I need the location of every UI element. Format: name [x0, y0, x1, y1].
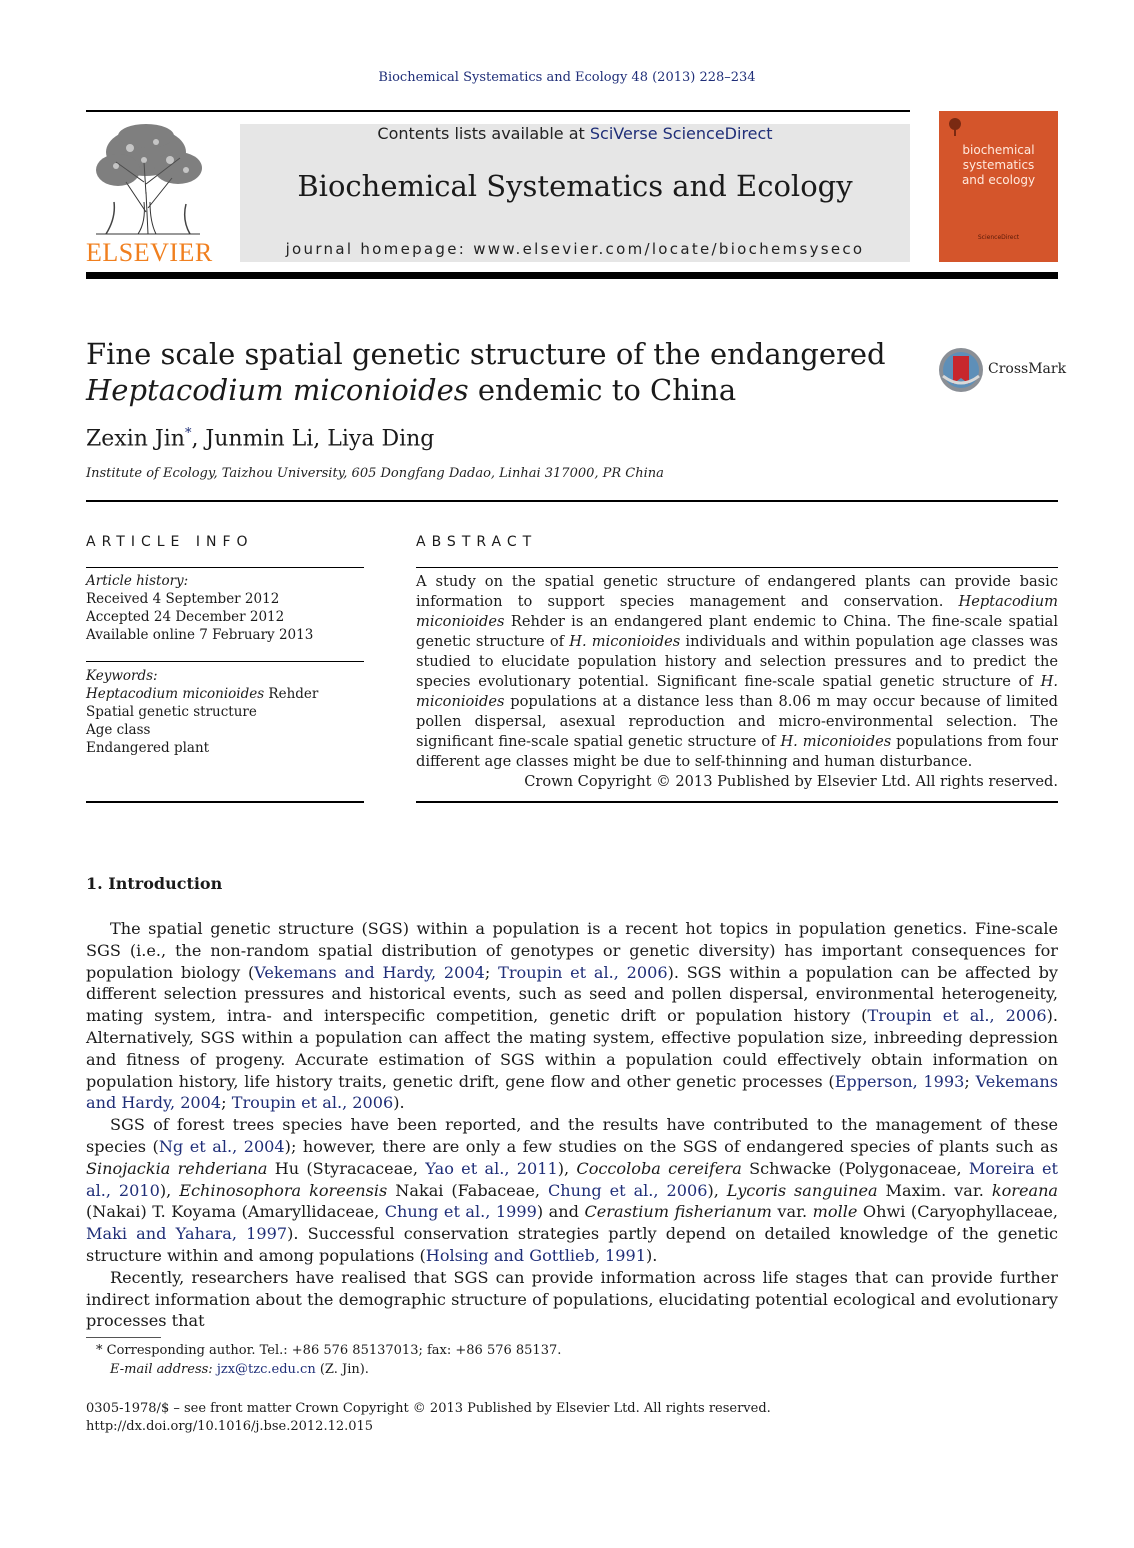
citation-link[interactable]: Ng et al., 2004 [158, 1136, 285, 1156]
text-run: Recently, researchers have realised that SGS can provide information across life stages that can provide further indirect information about the demographic structure of populations, elucidating potential ecological and evolutionary processes that [86, 1267, 1058, 1331]
introduction-body [86, 918, 1058, 1332]
email-label: E-mail address: [110, 1362, 213, 1377]
crossmark-icon[interactable] [936, 346, 986, 396]
journal-citation: Biochemical Systematics and Ecology 48 (2013) 228–234 [378, 70, 756, 85]
article-title [86, 336, 916, 408]
keyword-3: Age class [86, 722, 151, 738]
other-authors: , Junmin Li, Liya Ding [191, 426, 435, 452]
text-run: Maxim. var. [877, 1180, 992, 1200]
keyword-1-species: Heptacodium miconioides [86, 686, 265, 702]
keyword-1-rest: Rehder [264, 686, 319, 702]
text-run: (Nakai) T. Koyama (Amaryllidaceae, [86, 1202, 385, 1222]
keywords [86, 667, 364, 757]
article-info-bottom-rule [86, 801, 364, 803]
author-list [86, 426, 434, 451]
citation-link[interactable]: Moreira et al., 2010 [86, 1158, 1058, 1200]
cover-tree-icon [944, 116, 966, 138]
abstract-s1: A study on the spatial genetic structure of endangered plants can provide basic information to support species management and conservation. [416, 573, 1058, 610]
abstract-s5: individuals and within population age classes was studied to elucidate population history and selection pressures and to predict the species evolutionary potential. Significant fine-scale spatial genetic structure of [416, 633, 1058, 690]
text-run: The spatial genetic structure (SGS) within a population is a recent hot topics in population genetics. Fine-scale SGS (i.e., the non-random spatial distribution of genotypes or genetic diversity) has important consequences for population biology ( [86, 919, 1058, 982]
citation-link[interactable]: Maki and Yahara, 1997 [86, 1224, 288, 1244]
sciencedirect-link[interactable]: SciVerse ScienceDirect [589, 124, 773, 143]
citation-link[interactable]: Troupin et al., 2006 [231, 1093, 394, 1113]
text-run: SGS of forest trees species have been reported, and the results have contributed to the management of these species ( [86, 1115, 1058, 1156]
cover-publisher: ScienceDirect [977, 234, 1020, 241]
journal-title: Biochemical Systematics and Ecology [297, 169, 853, 203]
header-bottom-rule [86, 272, 1058, 279]
abstract-text [416, 572, 1058, 772]
species-name: Echinosophora koreensis [179, 1180, 388, 1200]
text-run: Ohwi (Caryophyllaceae, [857, 1202, 1058, 1222]
text-run: Hu (Styracaceae, [267, 1158, 426, 1178]
corresponding-footnote [96, 1341, 996, 1360]
journal-homepage [240, 240, 910, 258]
footnote-rule [86, 1337, 161, 1338]
text-run: ). SGS within a population can be affected by different selection pressures and historical events, such as seed and pollen dispersal, environmental heterogeneity, mating system, intra- and interspecific competition, genetic drift or population history ( [86, 962, 1058, 1026]
text-run: ). Alternatively, SGS within a population can affect the mating system, effective population size, inbreeding depression and fitness of progeny. Accurate estimation of SGS within a population could effectively obtain information on population history, life history traits, genetic drift, gene flow and other genetic processes ( [86, 1006, 1058, 1091]
accepted-date: Accepted 24 December 2012 [86, 609, 285, 625]
citation-link[interactable]: Troupin et al., 2006 [867, 1006, 1047, 1026]
article-info-rule-2 [86, 661, 364, 662]
species-name: Sinojackia rehderiana [86, 1158, 268, 1178]
text-run: ). [646, 1245, 658, 1265]
email-suffix: (Z. Jin). [315, 1362, 369, 1377]
text-run: ; [221, 1093, 232, 1113]
header-top-rule [86, 110, 910, 112]
abstract-s7: populations at a distance less than 8.06 m may occur because of limited pollen dispersal, asexual reproduction and micro-environmental selection. The significant fine-scale spatial genetic structure of [416, 693, 1058, 750]
intro-paragraph-1 [86, 918, 1058, 1114]
citation-link[interactable]: Vekemans and Hardy, 2004 [254, 962, 485, 982]
email-footnote [110, 1360, 1010, 1379]
email-link[interactable]: jzx@tzc.edu.cn [216, 1362, 316, 1377]
citation-link[interactable]: Holsing and Gottlieb, 1991 [425, 1245, 647, 1265]
abstract-bottom-rule [416, 801, 1058, 803]
homepage-prefix: journal homepage: [285, 240, 474, 258]
elsevier-wordmark: ELSEVIER [86, 238, 213, 267]
keyword-1 [86, 685, 364, 703]
title-species: Heptacodium miconioides [86, 373, 469, 407]
affiliation: Institute of Ecology, Taizhou University, 605 Dongfang Dadao, Linhai 317000, PR China [86, 466, 664, 481]
abstract-rule [416, 567, 1058, 568]
text-run: ) and [536, 1202, 585, 1222]
citation-link[interactable]: Epperson, 1993 [834, 1071, 965, 1091]
cover-line-2: systematics [962, 158, 1035, 172]
text-run: ). Successful conservation strategies partly depend on detailed knowledge of the genetic structure within and among populations ( [86, 1224, 1058, 1265]
title-line-2-rest: endemic to China [468, 373, 737, 407]
citation-link[interactable]: Chung et al., 1999 [384, 1202, 537, 1222]
text-run: ; [484, 962, 499, 982]
elsevier-tree-logo [86, 122, 210, 238]
text-run: Schwacke (Polygonaceae, [741, 1158, 969, 1178]
article-info-heading: ARTICLE INFO [86, 534, 254, 550]
text-run: ), [557, 1158, 577, 1178]
citation-link[interactable]: Vekemans and Hardy, 2004 [86, 1071, 1058, 1113]
keyword-2: Spatial genetic structure [86, 704, 257, 720]
title-line-2 [86, 372, 916, 408]
doi-link[interactable]: http://dx.doi.org/10.1016/j.bse.2012.12.015 [86, 1419, 374, 1434]
abstract-s3: Rehder is an endangered plant endemic to China. The fine-scale spatial genetic structure of [416, 613, 1058, 650]
abstract-species-2: H. miconioides [569, 633, 681, 650]
abstract-species-4: H. miconioides [780, 733, 892, 750]
received-date: Received 4 September 2012 [86, 591, 280, 607]
cover-line-1: biochemical [962, 143, 1035, 157]
text-run: ); however, there are only a few studies on the SGS of endangered species of plants such as [284, 1136, 1059, 1156]
intro-paragraph-3 [86, 1267, 1058, 1332]
intro-paragraph-2 [86, 1114, 1058, 1267]
abstract-heading: ABSTRACT [416, 534, 538, 550]
issn-line: 0305-1978/$ – see front matter Crown Copyright © 2013 Published by Elsevier Ltd. All rights reserved. [86, 1401, 771, 1416]
text-run: ), [707, 1180, 727, 1200]
author-1: Zexin Jin [86, 426, 185, 452]
crossmark-label[interactable]: CrossMark [988, 361, 1067, 377]
abstract-species-1: Heptacodium miconioides [416, 593, 1058, 630]
online-date: Available online 7 February 2013 [86, 627, 314, 643]
keyword-4: Endangered plant [86, 740, 210, 756]
footnote-mark: * [96, 1343, 103, 1358]
species-name: Coccoloba cereifera [576, 1158, 742, 1178]
introduction-heading: 1. Introduction [86, 874, 223, 893]
article-history [86, 572, 364, 644]
abstract-species-3: H. miconioides [416, 673, 1058, 710]
history-label: Article history: [86, 573, 189, 589]
species-name: koreana [991, 1180, 1059, 1200]
citation-link[interactable]: Yao et al., 2011 [425, 1158, 558, 1178]
contents-line [240, 124, 910, 143]
cover-line-3: and ecology [961, 173, 1036, 187]
article-info-rule-1 [86, 567, 364, 568]
species-name: Cerastium fisherianum [584, 1202, 772, 1222]
species-name: Lycoris sanguinea [726, 1180, 878, 1200]
title-bottom-rule [86, 500, 1058, 502]
text-run: var. [771, 1202, 813, 1222]
abstract-copyright: Crown Copyright © 2013 Published by Elsevier Ltd. All rights reserved. [524, 773, 1058, 790]
species-name: molle [812, 1202, 858, 1222]
footnote-corresponding: Corresponding author. Tel.: +86 576 85137013; fax: +86 576 85137. [102, 1343, 562, 1358]
cover-title [939, 143, 1058, 188]
title-line-1: Fine scale spatial genetic structure of the endangered [86, 337, 886, 371]
citation-link[interactable]: Troupin et al., 2006 [498, 962, 668, 982]
contents-prefix: Contents lists available at [377, 124, 590, 143]
corresponding-mark[interactable]: * [184, 426, 192, 441]
citation-link[interactable]: Chung et al., 2006 [547, 1180, 708, 1200]
text-run: ), [159, 1180, 180, 1200]
text-run: ). [393, 1093, 405, 1113]
homepage-link[interactable]: www.elsevier.com/locate/biochemsyseco [473, 240, 865, 258]
text-run: ; [964, 1071, 976, 1091]
keywords-label: Keywords: [86, 668, 158, 684]
text-run: Nakai (Fabaceae, [387, 1180, 548, 1200]
abstract-s9: populations from four different age classes might be due to self-thinning and human disturbance. [416, 733, 1058, 770]
